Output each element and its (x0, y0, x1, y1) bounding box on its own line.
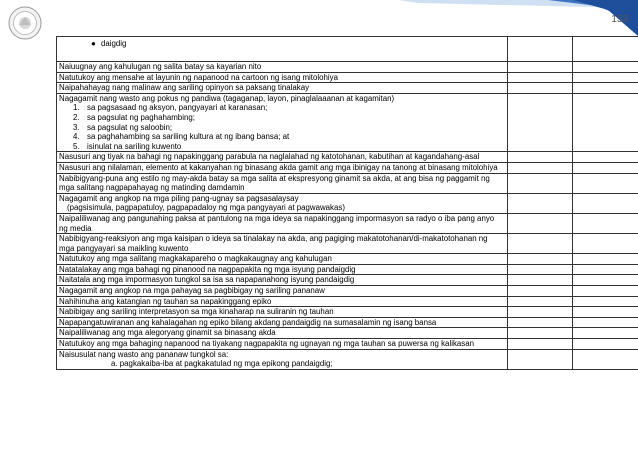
empty-cell (508, 93, 573, 152)
empty-cell (508, 213, 573, 233)
empty-cell (508, 264, 573, 275)
competency-cell (57, 317, 508, 328)
competency-text: Naipaliliwanag ang pangunahing paksa at pantulong na mga ideya sa napakinggang impormasyon sa radyo o iba pang anyo ng media (59, 213, 495, 233)
competency-text: Natutukoy ang mga salitang magkakapareho o magkakaugnay ang kahulugan (59, 254, 332, 264)
competency-text: Nahihinuha ang katangian ng tauhan sa napakinggang epiko (59, 296, 272, 306)
competency-text: Naiuugnay ang kahulugan ng salita batay sa kayarian nito (59, 62, 262, 71)
page-number: 153 (611, 14, 628, 25)
sub-item: a. pagkakaiba-iba at pagkakatulad ng mga epikong pandaigdig; (111, 359, 333, 369)
empty-cell (508, 162, 573, 173)
empty-cell (573, 296, 638, 307)
corner-decoration (398, 0, 638, 36)
competency-text: Naitatala ang mga impormasyon tungkol sa isa sa napapanahong isyung pandaigdig (59, 275, 355, 285)
empty-cell (573, 254, 638, 265)
empty-cell (508, 339, 573, 350)
empty-cell (573, 213, 638, 233)
empty-cell (508, 37, 573, 62)
competency-cell (57, 83, 508, 94)
empty-cell (508, 275, 573, 286)
list-item (59, 132, 505, 142)
competency-cell (57, 349, 508, 369)
table-row (57, 37, 638, 62)
list-item-text: sa paghahambing sa sariling kultura at ng ibang bansa; at (87, 132, 290, 142)
empty-cell (573, 173, 638, 193)
empty-cell (573, 307, 638, 318)
empty-cell (573, 72, 638, 83)
empty-cell (573, 152, 638, 163)
list-item (59, 142, 505, 152)
empty-cell (573, 317, 638, 328)
bullet-icon: ● (91, 39, 96, 48)
competency-text: Natatalakay ang mga bahagi ng pinanood na nagpapakita ng mga isyung pandaigdig (59, 264, 356, 274)
sub-text: (pagsisimula, pagpapatuloy, pagpapadaloy ng mga pangyayari at pagwawakas) (67, 203, 345, 213)
empty-cell (573, 234, 638, 254)
table-row (57, 264, 638, 275)
table-row (57, 173, 638, 193)
competency-text: Naipaliliwanag ang mga alegoryang ginamit sa binasang akda (59, 328, 276, 338)
list-item-number: 5. (73, 141, 80, 151)
list-item-text: sa pagsasaad ng aksyon, pangyayari at karanasan; (87, 103, 268, 113)
competency-cell (57, 162, 508, 173)
competency-text: Natutukoy ang mga bahaging napanood na tiyakang nagpapakita ng ugnayan ng mga tauhan sa puwersa ng kalikasan (59, 339, 475, 349)
competency-text: Nagagamit ang angkop na mga piling pang-ugnay sa pagsasalaysay (59, 193, 299, 203)
numbered-list (59, 103, 505, 151)
table-row (57, 213, 638, 233)
table-row (57, 234, 638, 254)
table-row (57, 62, 638, 73)
table-row (57, 193, 638, 213)
table-row (57, 349, 638, 369)
list-item-number: 2. (73, 112, 80, 122)
list-item (59, 113, 505, 123)
competency-text: Naisusulat nang wasto ang pananaw tungkol sa: (59, 349, 229, 359)
competency-cell (57, 72, 508, 83)
competency-table (56, 36, 638, 370)
list-item-text: sa pagsulat ng saloobin; (87, 122, 173, 132)
list-item-number: 3. (73, 122, 80, 132)
empty-cell (573, 162, 638, 173)
table-row (57, 328, 638, 339)
competency-text: Nabibigay ang sariling interpretasyon sa mga kinaharap na suliranin ng tauhan (59, 307, 334, 317)
competency-cell (57, 37, 508, 62)
competency-cell (57, 213, 508, 233)
list-item-text: sa pagsulat ng paghahambing; (87, 112, 195, 122)
table-row (57, 152, 638, 163)
empty-cell (508, 349, 573, 369)
list-item (59, 103, 505, 113)
competency-cell (57, 234, 508, 254)
empty-cell (508, 83, 573, 94)
competency-text: Natutukoy ang mensahe at layunin ng napanood na cartoon ng isang mitolohiya (59, 72, 338, 82)
empty-cell (508, 286, 573, 297)
table-row (57, 254, 638, 265)
list-item (59, 123, 505, 133)
empty-cell (508, 72, 573, 83)
empty-cell (573, 328, 638, 339)
list-item-text: isinulat na sariling kuwento (87, 141, 182, 151)
empty-cell (573, 37, 638, 62)
competency-cell (57, 62, 508, 73)
empty-cell (508, 234, 573, 254)
empty-cell (573, 193, 638, 213)
empty-cell (508, 62, 573, 73)
table-row (57, 83, 638, 94)
table-row (57, 286, 638, 297)
competency-cell (57, 275, 508, 286)
empty-cell (573, 275, 638, 286)
table-row (57, 93, 638, 152)
competency-text: Nagagamit nang wasto ang pokus ng pandiwa (tagaganap, layon, pinaglalaaanan at kagamitan) (59, 93, 395, 103)
competency-text: Napapangatuwiranan ang kahalagahan ng epiko bilang akdang pandaigdig na sumasalamin ng isang bansa (59, 317, 437, 327)
competency-cell (57, 339, 508, 350)
empty-cell (573, 83, 638, 94)
competency-cell (57, 254, 508, 265)
competency-text: Nasusuri ang tiyak na bahagi ng napakinggang parabula na naglalahad ng katotohanan, kabutihan at kagandahang-asal (59, 152, 480, 162)
competency-cell (57, 173, 508, 193)
empty-cell (508, 296, 573, 307)
table-row (57, 72, 638, 83)
empty-cell (508, 173, 573, 193)
empty-cell (508, 328, 573, 339)
table-row (57, 162, 638, 173)
competency-cell (57, 264, 508, 275)
table-row (57, 339, 638, 350)
table-row (57, 296, 638, 307)
empty-cell (508, 193, 573, 213)
empty-cell (573, 349, 638, 369)
empty-cell (508, 307, 573, 318)
table-row (57, 275, 638, 286)
competency-text: Nasusuri ang nilalaman, elemento at kakanyahan ng binasang akda gamit ang mga ibinigay na tanong at binasang mitolohiya (59, 162, 498, 172)
competency-cell (57, 286, 508, 297)
deped-seal-logo (8, 6, 42, 40)
competency-cell (57, 152, 508, 163)
list-item-number: 1. (73, 103, 80, 113)
empty-cell (508, 152, 573, 163)
competency-cell (57, 307, 508, 318)
bullet-item (59, 37, 505, 49)
competency-text: Naipahahayag nang malinaw ang sariling opinyon sa paksang tinalakay (59, 83, 310, 93)
competency-cell (57, 193, 508, 213)
competency-cell (57, 328, 508, 339)
empty-cell (573, 93, 638, 152)
competency-text: Nabibigyang-reaksiyon ang mga kaisipan o ideya sa tinalakay na akda, ang pagiging makatotohanan/di-makatotohanan ng mga pangyayari sa maikling kuwento (59, 234, 488, 253)
bullet-text: daigdig (101, 39, 127, 48)
competency-cell (57, 93, 508, 152)
empty-cell (573, 286, 638, 297)
list-item-number: 4. (73, 132, 80, 142)
empty-cell (508, 254, 573, 265)
table-row (57, 317, 638, 328)
empty-cell (508, 317, 573, 328)
empty-cell (573, 264, 638, 275)
empty-cell (573, 62, 638, 73)
empty-cell (573, 339, 638, 350)
competency-text: Nagagamit ang angkop na mga pahayag sa pagbibigay ng sariling pananaw (59, 286, 325, 296)
competency-text: Nabibigyang-puna ang estilo ng may-akda batay sa mga salita at ekspresyong ginamit sa akda, at ang bisa ng paggamit ng mga salitang nagpapahayag ng matinding damdamin (59, 173, 490, 193)
table-row (57, 307, 638, 318)
competency-cell (57, 296, 508, 307)
